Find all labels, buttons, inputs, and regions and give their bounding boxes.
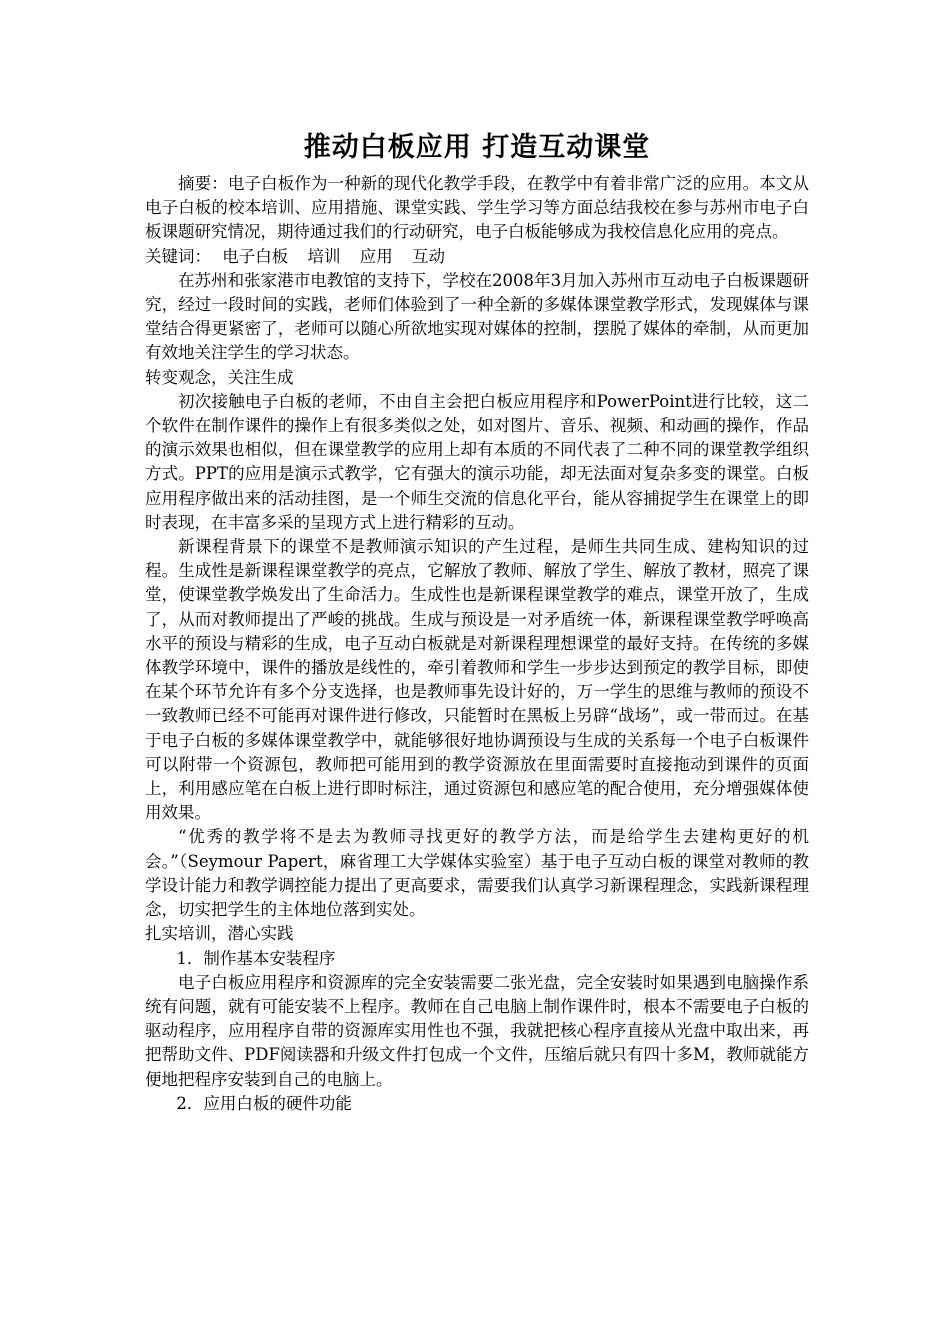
quote-paragraph: “优秀的教学将不是去为教师寻找更好的教学方法，而是给学生去建构更好的机会。”（Seymour Papert，麻省理工大学媒体实验室）基于电子互动白板的课堂对教师的教学设计能力和教学调控能力提出了更高要求，需要我们认真学习新课程理念，实践新课程理念，切实把学生的主体地位落到实处。	[145, 827, 809, 920]
keyword-term: 电子白板	[222, 246, 289, 266]
page-title: 推动白板应用 打造互动课堂	[303, 132, 651, 163]
body-paragraph: 初次接触电子白板的老师，不由自主会把白板应用程序和PowerPoint进行比较，这二个软件在制作课件的操作上有很多类似之处，如对图片、音乐、视频、和动画的操作，作品的演示效果也相似，但在课堂教学的应用上却有本质的不同代表了二种不同的课堂教学组织方式。PPT的应用是演示式教学，它有强大的演示功能，却无法面对复杂多变的课堂。白板应用程序做出来的活动挂图，是一个师生交流的信息化平台，能从容捕捉学生在课堂上的即时表现，在丰富多采的呈现方式上进行精彩的互动。	[145, 391, 809, 532]
section-heading-training: 扎实培训，潜心实践	[145, 924, 294, 944]
document-page	[145, 128, 809, 1116]
intro-paragraph: 在苏州和张家港市电教馆的支持下，学校在2008年3月加入苏州市互动电子白板课题研究，经过一段时间的实践，老师们体验到了一种全新的多媒体课堂教学形式，发现媒体与课堂结合得更紧密了，老师可以随心所欲地实现对媒体的控制，摆脱了媒体的牵制，从而更加有效地关注学生的学习状态。	[145, 270, 809, 363]
keyword-term: 互动	[412, 246, 445, 266]
document-body	[145, 172, 809, 1116]
keywords-label: 关键词：	[145, 246, 211, 266]
abstract-paragraph: 摘要：电子白板作为一种新的现代化教学手段，在教学中有着非常广泛的应用。本文从电子白板的校本培训、应用措施、课堂实践、学生学习等方面总结我校在参与苏州市电子白板课题研究情况，期待通过我们的行动研究，电子白板能够成为我校信息化应用的亮点。	[145, 174, 809, 242]
body-paragraph: 新课程背景下的课堂不是教师演示知识的产生过程，是师生共同生成、建构知识的过程。生成性是新课程课堂教学的亮点，它解放了教师、解放了学生、解放了教材，照亮了课堂，使课堂教学焕发出了生命活力。生成性也是新课程课堂教学的难点，课堂开放了，生成了，从而对教师提出了严峻的挑战。生成与预设是一对矛盾统一体，新课程课堂教学呼唤高水平的预设与精彩的生成，电子互动白板就是对新课程理想课堂的最好支持。在传统的多媒体教学环境中，课件的播放是线性的，牵引着教师和学生一步步达到预定的教学目标，即使在某个环节允许有多个分支选择，也是教师事先设计好的，万一学生的思维与教师的预设不一致教师已经不可能再对课件进行修改，只能暂时在黑板上另辟“战场”，或一带而过。在基于电子白板的多媒体课堂教学中，就能够很好地协调预设与生成的关系每一个电子白板课件可以附带一个资源包，教师把可能用到的教学资源放在里面需要时直接拖动到课件的页面上，利用感应笔在白板上进行即时标注，通过资源包和感应笔的配合使用，充分增强媒体使用效果。	[145, 537, 809, 823]
keyword-term: 应用	[359, 246, 393, 266]
keyword-term: 培训	[307, 246, 341, 266]
keywords-line	[145, 245, 809, 269]
section-heading-change-concept: 转变观念，关注生成	[145, 367, 294, 387]
numbered-heading-hardware: 2．应用白板的硬件功能	[176, 1093, 352, 1113]
numbered-heading-install: 1．制作基本安装程序	[176, 948, 336, 968]
body-paragraph: 电子白板应用程序和资源库的完全安装需要二张光盘，完全安装时如果遇到电脑操作系统有问题，就有可能安装不上程序。教师在自己电脑上制作课件时，根本不需要电子白板的驱动程序，应用程序自带的资源库实用性也不强，我就把核心程序直接从光盘中取出来，再把帮助文件、PDF阅读器和升级文件打包成一个文件，压缩后就只有四十多M，教师就能方便地把程序安装到自己的电脑上。	[145, 972, 809, 1089]
